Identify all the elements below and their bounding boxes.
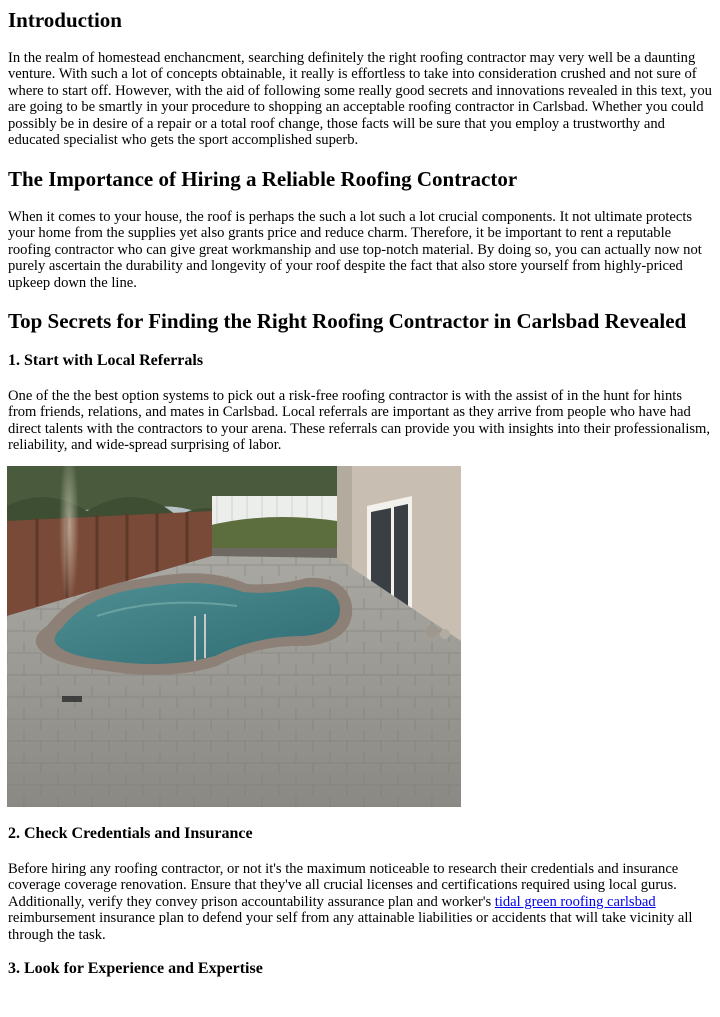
credentials-paragraph — [8, 861, 714, 943]
importance-heading: The Importance of Hiring a Reliable Roofing Contractor — [8, 167, 518, 191]
referrals-heading: 1. Start with Local Referrals — [8, 352, 204, 369]
referrals-paragraph: One of the the best option systems to pick out a risk-free roofing contractor is with the assist of in the hunt for hints from friends, relations, and mates in Carlsbad. Local referrals are important as they arrive from people who have had direct talents with the contractors to your arena. These referrals can provide you with insights into their professionalism, reliability, and wide-spread surprising of labor. — [8, 388, 711, 454]
importance-paragraph: When it comes to your house, the roof is perhaps the such a lot such a lot crucial components. It not ultimate protects your home from the supplies yet also grants price and reduce charm. Therefore, it be important to rent a reputable roofing contractor who can give great workmanship and use top-notch material. By doing so, you can actually now not purely ascertain the durability and longevity of your roof despite the fact that also store yourself from highly-priced upkeep down the line. — [8, 209, 702, 291]
credentials-text-after: reimbursement insurance plan to defend your self from any attainable liabilities or accidents that will take vicinity all through the task. — [8, 910, 693, 943]
experience-heading: 3. Look for Experience and Expertise — [8, 960, 263, 977]
credentials-heading: 2. Check Credentials and Insurance — [8, 825, 253, 842]
intro-paragraph: In the realm of homestead enchancment, searching definitely the right roofing contractor may very well be a daunting venture. With such a lot of concepts obtainable, it really is effortless to take into consideration crushed and not sure of where to start off. However, with the aid of following some really good secrets and innovations revealed in this text, you are going to be smartly in your procedure to shopping an acceptable roofing contractor in Carlsbad. Whether you could possibly be in desire of a repair or a total roof change, those facts will be sure that you employ a trustworthy and educated specialist who gets the sport accomplished superb. — [8, 50, 712, 149]
secrets-heading: Top Secrets for Finding the Right Roofing Contractor in Carlsbad Revealed — [8, 309, 687, 333]
tidal-green-roofing-link[interactable]: tidal green roofing carlsbad — [494, 893, 656, 910]
backyard-pool-photo — [7, 466, 461, 807]
credentials-text-before: Before hiring any roofing contractor, or not it's the maximum noticeable to research their credentials and insurance coverage coverage renovation. Ensure that they've all crucial licenses and certifications required using local gurus. Additionally, verify they convey prison accountability assurance plan and worker's — [8, 861, 679, 910]
intro-heading: Introduction — [8, 8, 122, 32]
